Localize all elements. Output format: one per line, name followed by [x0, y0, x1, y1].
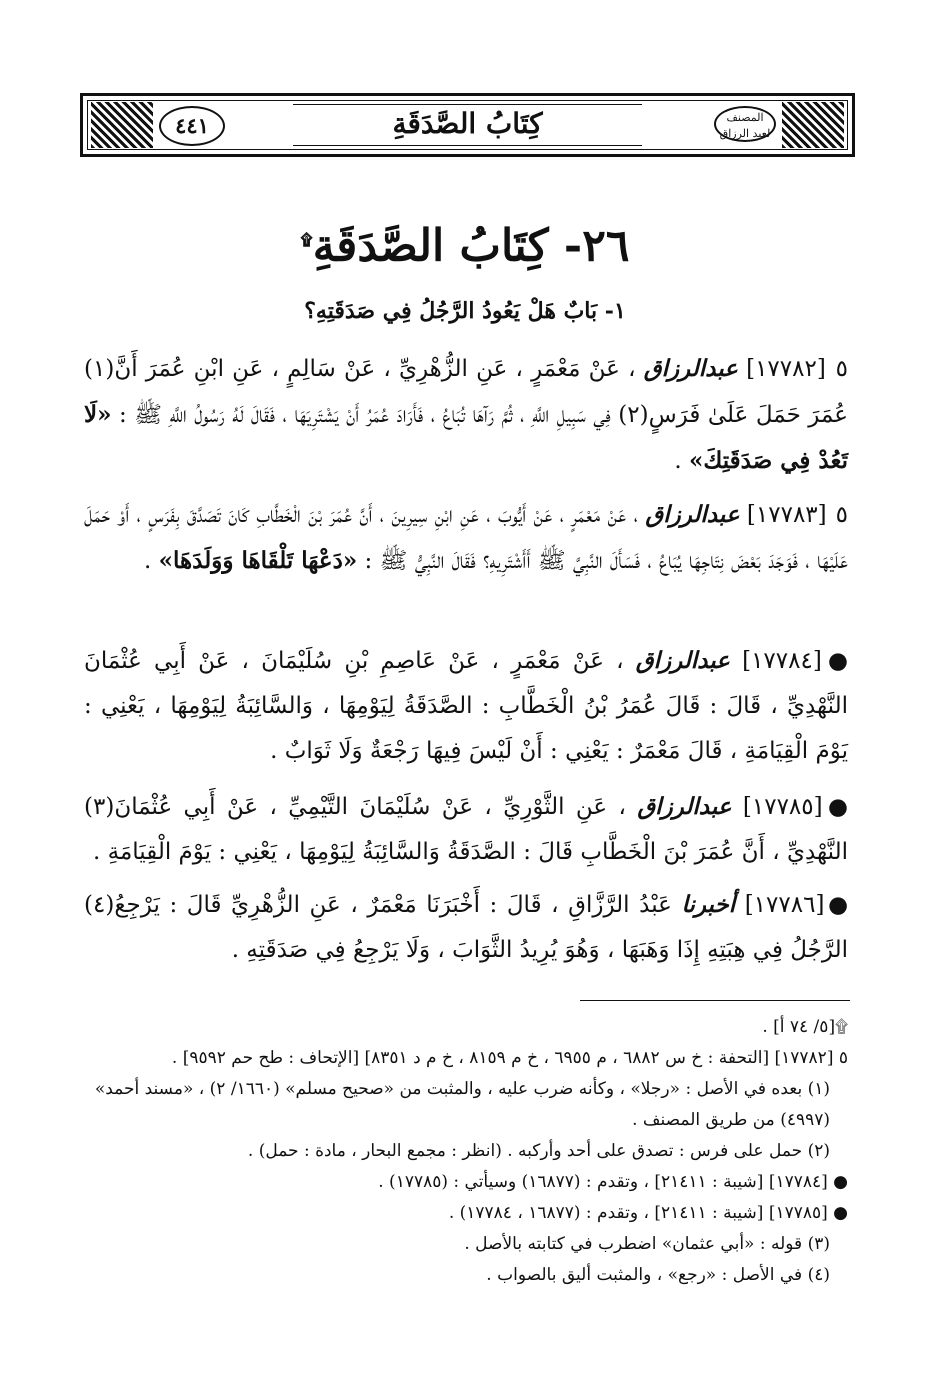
narrator-name: عبدالرزاق	[643, 355, 738, 382]
section-title: ١- بَابٌ هَلْ يَعُودُ الرَّجُلُ فِي صَدَقَتِهِ؟	[304, 298, 626, 324]
hadith-paragraph	[84, 882, 848, 973]
hadith-marker: ●	[827, 648, 848, 674]
hadith-number: [١٧٧٨٣]	[746, 502, 827, 528]
footnote-divider	[580, 1000, 850, 1001]
hadith-number: [١٧٧٨٥]	[742, 794, 823, 820]
book-logo: المصنف لعبد الرزاق	[714, 106, 776, 142]
footnotes	[84, 1012, 848, 1291]
hadith-text: عَبْدُ الرَّزَّاقِ ، قَالَ : أَخْبَرَنَا مَعْمَرٌ ، عَنِ الزُّهْرِيِّ قَالَ : يَرْجِعُ(٤) الرَّجُلُ فِي هِبَتِهِ إِذَا وَهَبَهَا ، وَهُوَ يُرِيدُ الثَّوَابَ ، وَلَا يَرْجِعُ فِي صَدَقَتِهِ .	[84, 892, 848, 963]
hadith-end: .	[674, 448, 682, 474]
chapter-number: ٢٦-	[563, 220, 630, 272]
footnote-takhrij: ● [١٧٧٨٥] [شيبة : ٢١٤١١] ، وتقدم : (١٦٨٧٧ ، ١٧٧٨٤) .	[448, 1203, 848, 1223]
running-title: كِتَابُ الصَّدَقَةِ	[392, 107, 543, 140]
chapter-name: كِتَابُ الصَّدَقَةِ	[312, 220, 549, 272]
hadith-text: ، عَنْ مَعْمَرٍ ، عَنْ أَيُّوبَ ، عَنِ ابْنِ سِيرِينَ ، أَنَّ عُمَرَ بْنَ الْخَطَّابِ كَانَ تَصَدَّقَ بِفَرَسٍ ، أَوْ حَمَلَ عَلَيْهَا ، فَوَجَدَ بَعْضَ نِتَاجِهَا يُبَاعُ ، فَسَأَلَ النَّبِيَّ ﷺ أَأَشْتَرِيهِ؟ فَقَالَ النَّبِيُّ ﷺ :	[84, 502, 848, 574]
hadith-number: [١٧٧٨٢]	[746, 356, 826, 382]
page-number: ٤٤١	[159, 106, 225, 146]
hadith-marker: ●	[827, 794, 848, 820]
narrator-name: أخبرنا	[681, 891, 736, 918]
narrator-name: عبدالرزاق	[645, 501, 740, 528]
header-ornament-right	[782, 102, 844, 148]
hadith-text: ، عَنِ الثَّوْرِيِّ ، عَنْ سُلَيْمَانَ التَّيْمِيِّ ، عَنْ أَبِي عُثْمَانَ(٣) النَّهْدِيِّ ، أَنَّ عُمَرَ بْنَ الْخَطَّابِ قَالَ : الصَّدَقَةُ وَالسَّائِبَةُ لِيَوْمِهَا ، يَعْنِي : يَوْمَ الْقِيَامَةِ .	[84, 794, 848, 865]
hadith-end: .	[144, 548, 152, 574]
hadith-quote: «دَعْهَا تَلْقَاهَا وَوَلَدَهَا»	[158, 547, 358, 574]
footnote-item: (٣) قوله : «أبي عثمان» اضطرب في كتابته بالأصل .	[464, 1234, 830, 1254]
hadith-paragraph	[84, 492, 848, 584]
narrator-name: عبدالرزاق	[635, 647, 730, 674]
footnote-folio: ۩[٥/ ٧٤ أ] .	[762, 1017, 848, 1037]
hadith-marker: ٥	[835, 502, 849, 528]
hadith-number: [١٧٧٨٤]	[742, 648, 822, 674]
hadith-text: ، عَنْ مَعْمَرٍ ، عَنْ عَاصِمِ بْنِ سُلَيْمَانَ ، عَنْ أَبِي عُثْمَانَ النَّهْدِيِّ ، قَالَ : قَالَ عُمَرُ بْنُ الْخَطَّابِ : الصَّدَقَةُ لِيَوْمِهَا ، وَالسَّائِبَةُ لِيَوْمِهَا ، يَعْنِي : يَوْمَ الْقِيَامَةِ ، قَالَ مَعْمَرٌ : يَعْنِي : أَنْ لَيْسَ فِيهَا رَجْعَةٌ وَلَا ثَوَابٌ .	[84, 648, 848, 764]
hadith-marker: ●	[827, 892, 849, 918]
header-ornament-left	[91, 102, 153, 148]
hadith-paragraph	[84, 784, 848, 875]
footnote-item: (٤) في الأصل : «رجع» ، والمثبت أليق بالصواب .	[486, 1265, 830, 1285]
hadith-paragraph	[84, 638, 848, 774]
footnote-item: (١) بعده في الأصل : «رجلا» ، وكأنه ضرب عليه ، والمثبت من «صحيح مسلم» (١٦٦٠/ ٢) ، «مسند أحمد» (٤٩٩٧) من طريق المصنف .	[94, 1079, 830, 1130]
hadith-quote: «لَا تَعُدْ فِي صَدَقَتِكَ»	[84, 401, 848, 474]
hadith-marker: ٥	[835, 356, 849, 382]
hadith-paragraph	[84, 346, 848, 484]
folio-mark: ۩	[300, 230, 313, 249]
narrator-name: عبدالرزاق	[637, 793, 732, 820]
hadith-text: ، عَنْ مَعْمَرٍ ، عَنِ الزُّهْرِيِّ ، عَنْ سَالِمٍ ، عَنِ ابْنِ عُمَرَ أَنَّ(١) عُمَرَ حَمَلَ عَلَىٰ فَرَسٍ(٢) فِي سَبِيلِ اللَّهِ ، ثُمَّ رَآهَا تُبَاعُ ، فَأَرَادَ عُمَرُ أَنْ يَشْتَرِيَهَا ، فَقَالَ لَهُ رَسُولُ اللَّهِ ﷺ :	[84, 356, 849, 428]
hadith-number: [١٧٧٨٦]	[744, 892, 825, 918]
footnote-takhrij: ٥ [١٧٧٨٢] [التحفة : خ س ٦٨٨٢ ، م ٦٩٥٥ ، خ م ٨١٥٩ ، خ م د ٨٣٥١] [الإتحاف : طح حم ٩٥٩٢] .	[171, 1048, 848, 1068]
footnote-item: (٢) حمل على فرس : تصدق على أحد وأركبه . (انظر : مجمع البحار ، مادة : حمل) .	[247, 1141, 830, 1161]
page-header	[80, 93, 855, 157]
footnote-takhrij: ● [١٧٧٨٤] [شيبة : ٢١٤١١] ، وتقدم : (١٦٨٧٧) وسيأتي : (١٧٧٨٥) .	[378, 1172, 848, 1192]
chapter-title	[100, 208, 830, 279]
